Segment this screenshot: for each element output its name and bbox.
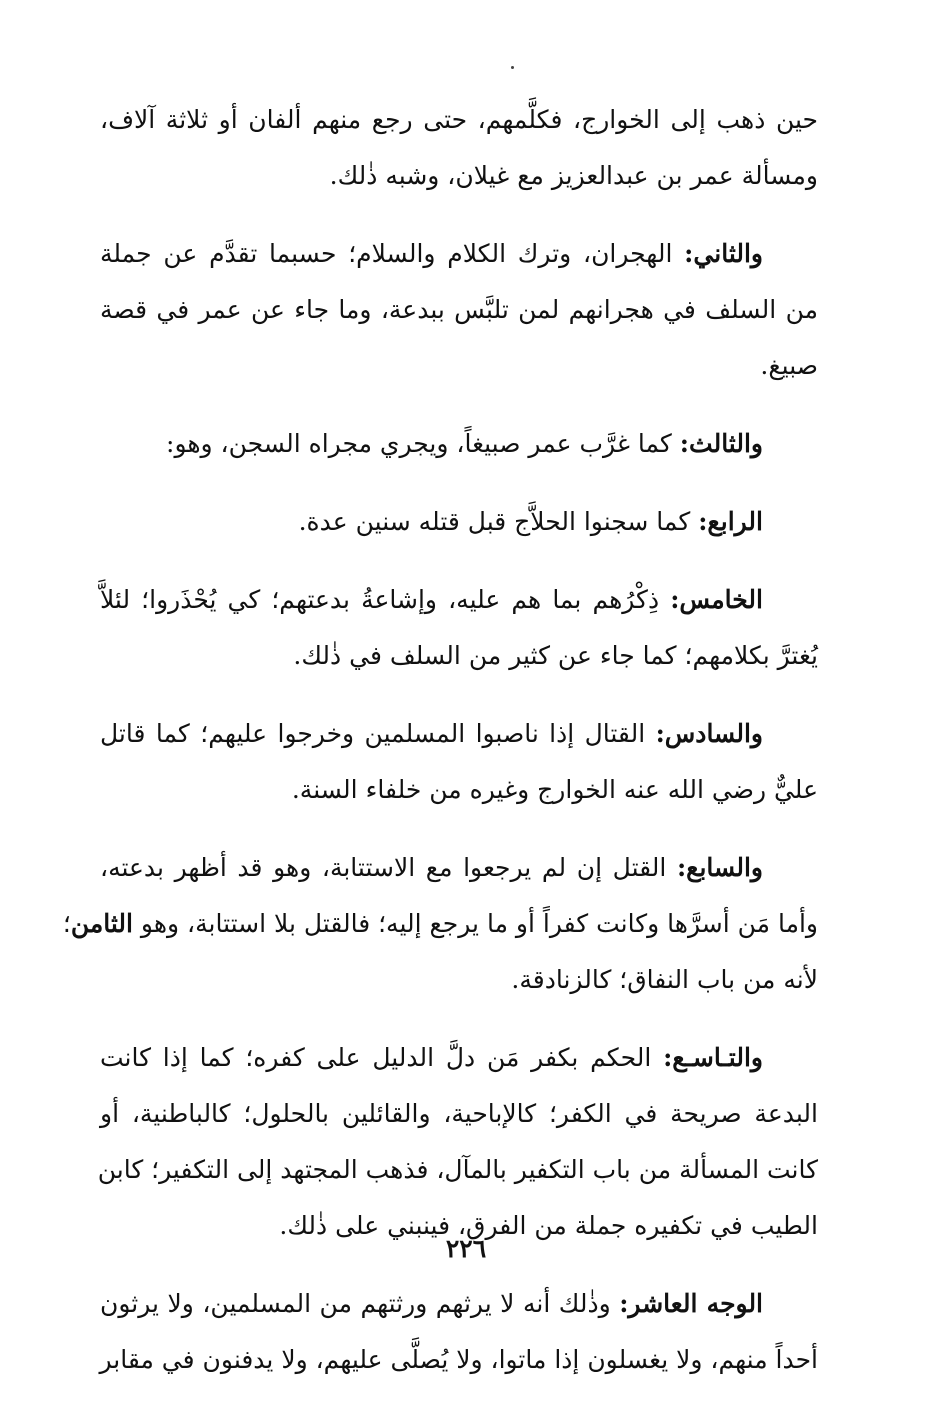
page-number: ٢٢٦ [445, 1234, 487, 1263]
line-text: القتال إذا ناصبوا المسلمين وخرجوا عليهم؛ كما قاتل [100, 719, 656, 748]
text-line [100, 840, 818, 896]
line-text: من السلف في هجرانهم لمن تلبَّس ببدعة، وما جاء عن عمر في قصة [100, 295, 818, 324]
line-text-end: ؛ [62, 909, 71, 938]
paragraph-1 [100, 92, 818, 204]
text-line [100, 628, 818, 684]
paragraph-second [100, 226, 818, 394]
text-line [100, 282, 818, 338]
text-line [100, 416, 818, 472]
line-text: الهجران، وترك الكلام والسلام؛ حسبما تقدَّم عن جملة [100, 239, 685, 268]
line-text: كما سجنوا الحلاَّج قبل قتله سنين عدة. [298, 507, 699, 536]
paragraph-ninth [97, 1030, 818, 1254]
line-text: ذِكْرُهم بما هم عليه، وإشاعةُ بدعتهم؛ كي يُحْذَروا؛ لئلاَّ [100, 585, 671, 614]
section-lead: الخامس: [670, 585, 763, 614]
section-lead: والسابع: [676, 853, 763, 882]
text-line [100, 572, 818, 628]
paragraph-sixth [100, 706, 818, 818]
text-line [100, 148, 818, 204]
top-mark [511, 66, 514, 69]
paragraph-third [100, 416, 818, 472]
section-lead: والتـاسـع: [663, 1043, 763, 1072]
text-line [100, 338, 818, 394]
line-text: الحكم بكفر مَن دلَّ الدليل على كفره؛ كما إذا كانت [100, 1043, 664, 1072]
line-text: القتل إن لم يرجعوا مع الاستتابة، وهو قد أظهر بدعته، [100, 853, 677, 882]
text-line [100, 1030, 818, 1086]
line-text: الطيب في تكفيره جملة من الفرق، فينبني على ذٰلك. [279, 1211, 818, 1240]
line-text: صبيغ. [760, 351, 818, 380]
line-text: يُغترَّ بكلامهم؛ كما جاء عن كثير من السلف في ذٰلك. [293, 641, 818, 670]
page-body [62, 92, 818, 1410]
text-line [100, 92, 818, 148]
section-lead: الرابع: [698, 507, 763, 536]
text-line [62, 896, 818, 952]
text-line [100, 952, 818, 1008]
text-line [100, 1276, 818, 1332]
section-lead: والسادس: [655, 719, 763, 748]
line-text: حين ذهب إلى الخوارج، فكلَّمهم، حتى رجع منهم ألفان أو ثلاثة آلاف، [100, 105, 818, 134]
paragraph-tenth [100, 1276, 818, 1388]
section-lead: الوجه العاشر: [619, 1289, 764, 1318]
paragraph-fourth [100, 494, 818, 550]
line-text: كانت المسألة من باب التكفير بالمآل، فذهب المجتهد إلى التكفير؛ كابن [97, 1155, 818, 1184]
line-text: البدعة صريحة في الكفر؛ كالإباحية، والقائلين بالحلول؛ كالباطنية، أو [100, 1099, 818, 1128]
line-text: لأنه من باب النفاق؛ كالزنادقة. [511, 965, 818, 994]
line-text: وأما مَن أسرَّها وكانت كفراً أو ما يرجع إليه؛ فالقتل بلا استتابة، وهو [132, 909, 818, 938]
line-text: ومسألة عمر بن عبدالعزيز مع غيلان، وشبه ذٰلك. [329, 161, 818, 190]
text-line [100, 706, 818, 762]
section-lead: والثالث: [679, 429, 763, 458]
line-text: وذٰلك أنه لا يرثهم ورثتهم من المسلمين، ولا يرثون [100, 1289, 620, 1318]
text-line [100, 1086, 818, 1142]
line-text: كما غرَّب عمر صبيغاً، ويجري مجراه السجن، وهو: [166, 429, 680, 458]
text-line [100, 494, 818, 550]
text-line [97, 1142, 818, 1198]
paragraph-fifth [100, 572, 818, 684]
text-line [100, 226, 818, 282]
line-text: عليٌّ رضي الله عنه الخوارج وغيره من خلفاء السنة. [291, 775, 818, 804]
text-line [100, 1332, 818, 1388]
section-lead: والثاني: [684, 239, 763, 268]
text-line [100, 762, 818, 818]
paragraph-seventh [62, 840, 818, 1008]
inline-lead-eighth: الثامن [70, 909, 133, 938]
line-text: أحداً منهم، ولا يغسلون إذا ماتوا، ولا يُصلَّى عليهم، ولا يدفنون في مقابر [99, 1345, 818, 1374]
